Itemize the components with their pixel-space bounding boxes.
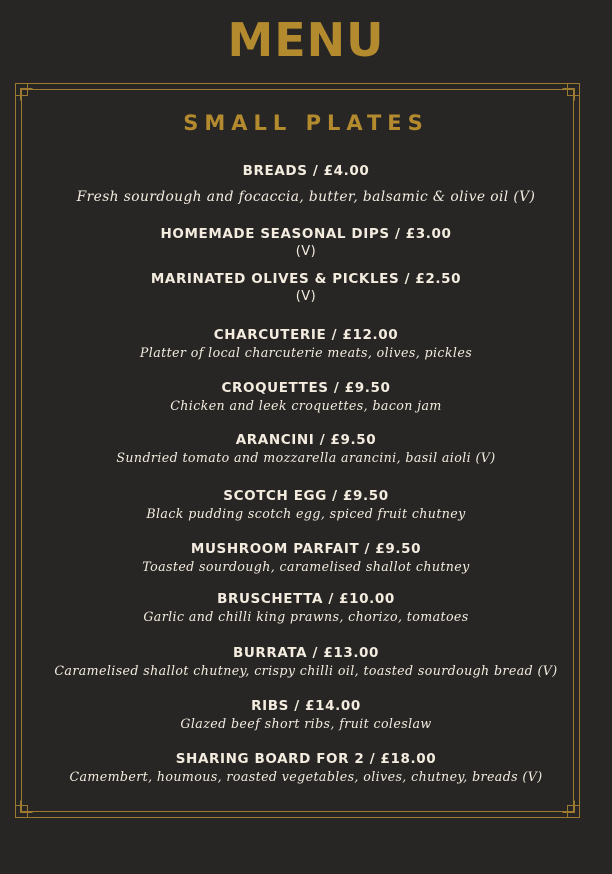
menu-item-description: Toasted sourdough, caramelised shallot chutney (142, 559, 470, 574)
menu-item-description: Fresh sourdough and focaccia, butter, balsamic & olive oil (V) (76, 189, 536, 205)
menu-item-name: SHARING BOARD FOR 2 / £18.00 (175, 751, 437, 767)
menu-item-name: SCOTCH EGG / £9.50 (223, 488, 389, 504)
menu-item-name: CHARCUTERIE / £12.00 (213, 327, 399, 343)
menu-item-name: MARINATED OLIVES & PICKLES / £2.50 (150, 271, 462, 287)
menu-item-description: Caramelised shallot chutney, crispy chilli oil, toasted sourdough bread (V) (54, 663, 558, 678)
menu-item (0, 379, 612, 415)
menu-item (0, 644, 612, 680)
menu-item (0, 487, 612, 523)
menu-item (0, 326, 612, 362)
menu-item (0, 590, 612, 626)
menu-item (0, 540, 612, 576)
menu-item-description: Glazed beef short ribs, fruit coleslaw (180, 716, 432, 731)
corner-ornament-icon (562, 83, 580, 101)
menu-item-description: Platter of local charcuterie meats, olives, pickles (139, 345, 473, 360)
menu-item-description: Sundried tomato and mozzarella arancini, basil aioli (V) (116, 450, 496, 465)
menu-item-name: CROQUETTES / £9.50 (221, 380, 391, 396)
section-title: SMALL PLATES (183, 111, 429, 135)
menu-item-description: (V) (295, 289, 317, 304)
menu-item (0, 750, 612, 786)
menu-item-description: Garlic and chilli king prawns, chorizo, tomatoes (143, 609, 469, 624)
menu-item (0, 697, 612, 733)
menu-title: MENU (227, 13, 385, 67)
menu-item (0, 162, 612, 206)
menu-item-name: BURRATA / £13.00 (232, 645, 380, 661)
menu-item-name: BRUSCHETTA / £10.00 (217, 591, 395, 607)
menu-item-name: BREADS / £4.00 (242, 163, 370, 179)
menu-item-description: Camembert, houmous, roasted vegetables, olives, chutney, breads (V) (69, 769, 543, 784)
menu-item-name: HOMEMADE SEASONAL DIPS / £3.00 (160, 226, 452, 242)
menu-item-description: Chicken and leek croquettes, bacon jam (170, 398, 442, 413)
menu-item-name: RIBS / £14.00 (251, 698, 361, 714)
menu-item-description: (V) (295, 244, 317, 259)
corner-ornament-icon (562, 800, 580, 818)
corner-ornament-icon (15, 800, 33, 818)
menu-item-description: Black pudding scotch egg, spiced fruit chutney (146, 506, 466, 521)
menu-item (0, 270, 612, 306)
menu-item (0, 225, 612, 261)
menu-item (0, 431, 612, 467)
corner-ornament-icon (15, 83, 33, 101)
menu-item-name: MUSHROOM PARFAIT / £9.50 (190, 541, 422, 557)
menu-item-name: ARANCINI / £9.50 (235, 432, 377, 448)
